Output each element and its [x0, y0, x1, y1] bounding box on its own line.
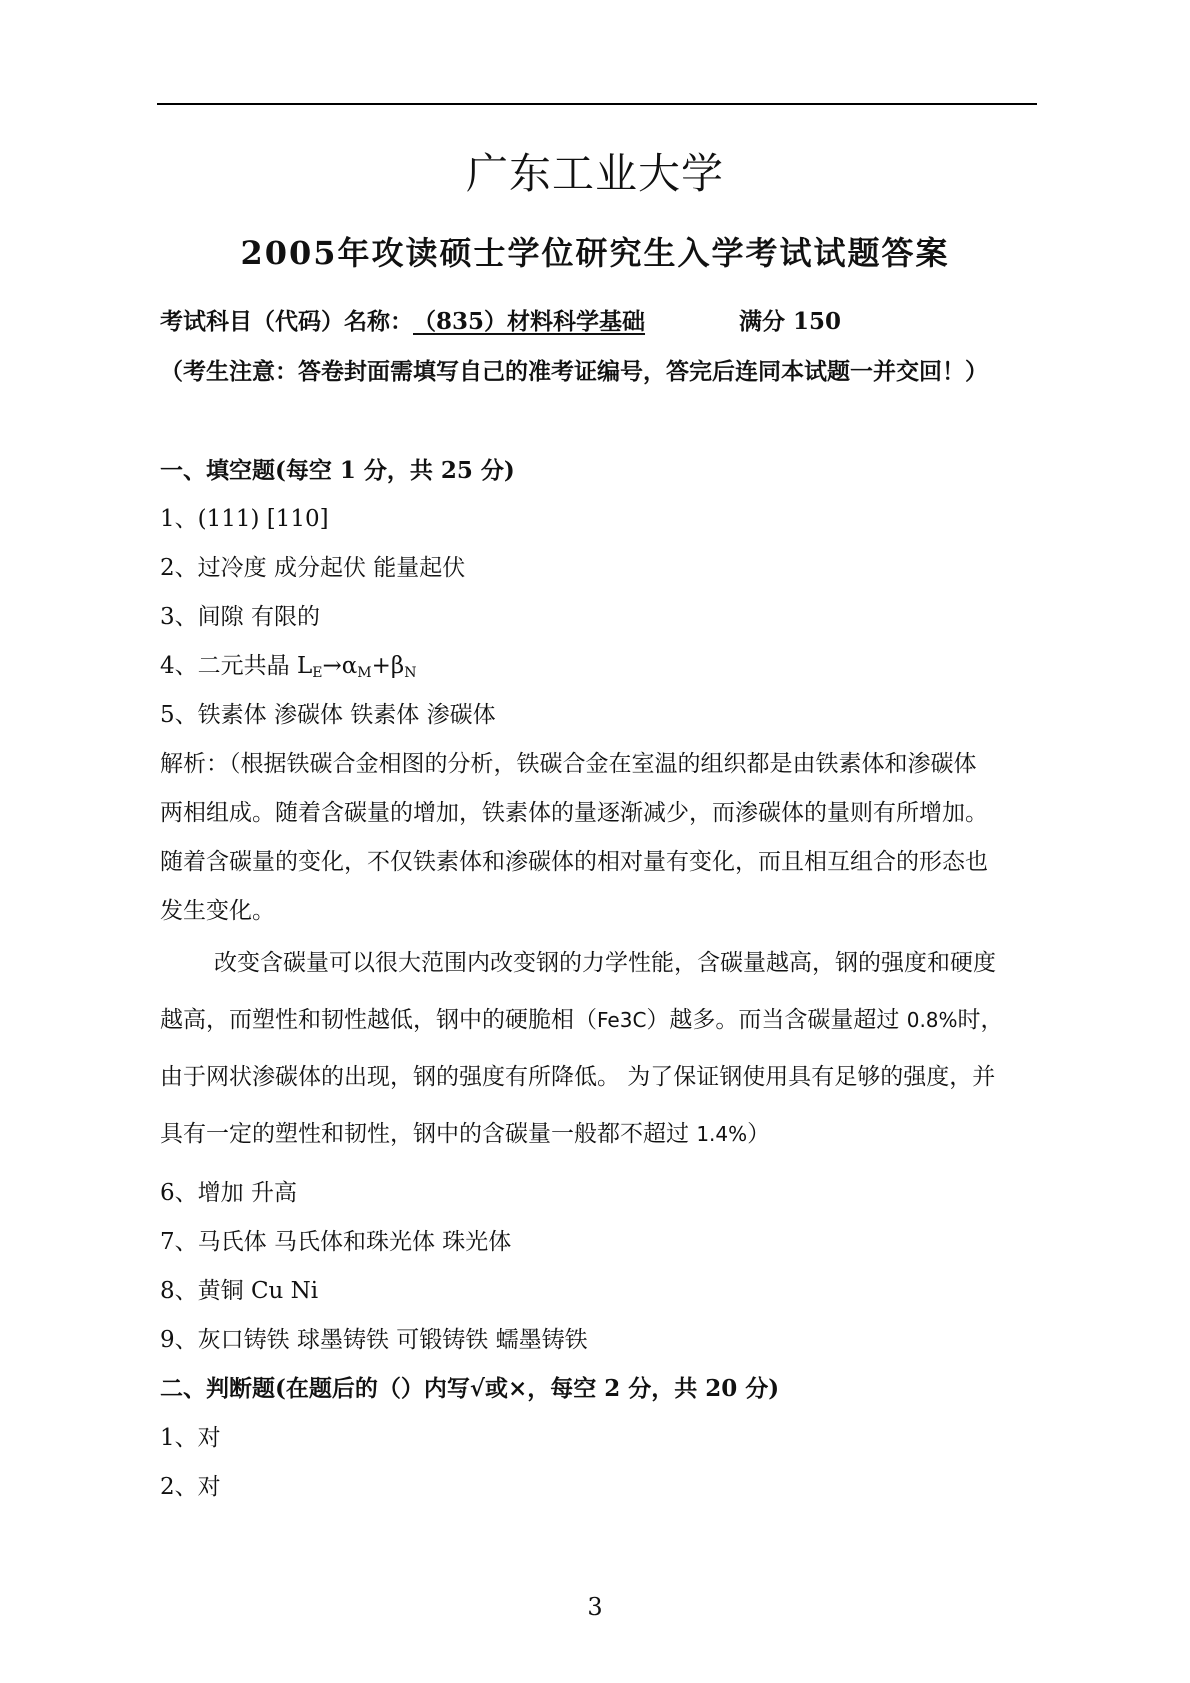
answer-1-5: 5、铁素体 渗碳体 铁素体 渗碳体: [160, 702, 496, 728]
carbon-max: 1.4%: [696, 1122, 748, 1146]
analysis-p2-line2-mid: ）越多。而当含碳量超过: [646, 1007, 907, 1033]
page-number: 3: [587, 1593, 603, 1621]
answer-1-2: 2、过冷度 成分起伏 能量起伏: [160, 555, 466, 581]
answer-1-8: 8、黄铜 Cu Ni: [160, 1278, 319, 1304]
arrow-alpha: →α: [322, 653, 358, 679]
answer-1-9: 9、灰口铸铁 球墨铸铁 可锻铸铁 蠕墨铸铁: [160, 1327, 588, 1353]
answer-1-4: [160, 649, 416, 690]
plus-beta: +β: [371, 653, 405, 679]
analysis-p2-line2: [160, 1003, 1004, 1037]
answer-1-1: 1、(111) [110]: [160, 506, 329, 532]
analysis-p1-line1: 解析：（根据铁碳合金相图的分析，铁碳合金在室温的组织都是由铁素体和渗碳体: [160, 751, 977, 777]
analysis-p2-line2-text: 越高，而塑性和韧性越低，钢中的硬脆相（: [160, 1007, 597, 1033]
analysis-p2-line2-end: 时，: [957, 1007, 1004, 1033]
formula-fe3c: Fe3C: [597, 1008, 647, 1032]
answer-2-1: 1、对: [160, 1425, 221, 1451]
section2-heading: 二、判断题(在题后的（）内写√或×，每空 2 分，共 20 分): [160, 1375, 780, 1402]
carbon-threshold: 0.8%: [906, 1008, 958, 1032]
exam-title: 2005年攻读硕士学位研究生入学考试试题答案: [240, 234, 950, 272]
analysis-p2-line4-end: ）: [747, 1121, 771, 1147]
header-rule: [157, 103, 1037, 105]
subject-label: 考试科目（代码）名称：: [160, 308, 413, 335]
answer-1-7: 7、马氏体 马氏体和珠光体 珠光体: [160, 1229, 512, 1255]
analysis-p2-line3: 由于网状渗碳体的出现，钢的强度有所降低。 为了保证钢使用具有足够的强度，并: [160, 1064, 996, 1090]
subscript-m: M: [357, 665, 372, 681]
answer-1-3: 3、间隙 有限的: [160, 604, 320, 630]
analysis-p2-line1: 改变含碳量可以很大范围内改变钢的力学性能，含碳量越高，钢的强度和硬度: [214, 950, 996, 976]
answer-1-6: 6、增加 升高: [160, 1180, 297, 1206]
university-title: 广东工业大学: [465, 149, 724, 198]
answer-2-2: 2、对: [160, 1474, 221, 1500]
analysis-p1-line3: 随着含碳量的变化，不仅铁素体和渗碳体的相对量有变化，而且相互组合的形态也: [160, 849, 988, 875]
subscript-n: N: [404, 665, 417, 681]
analysis-p1-line4: 发生变化。: [160, 898, 275, 924]
answer-1-4-text: 4、二元共晶 L: [160, 653, 313, 679]
full-score: 满分 150: [739, 308, 842, 335]
exam-notice: （考生注意：答卷封面需填写自己的准考证编号，答完后连同本试题一并交回！）: [160, 358, 988, 385]
analysis-p1-line2: 两相组成。随着含碳量的增加，铁素体的量逐渐减少，而渗碳体的量则有所增加。: [160, 800, 988, 826]
subscript-e: E: [312, 665, 323, 681]
subject-value: （835）材料科学基础: [413, 308, 646, 335]
analysis-p2-line4-text: 具有一定的塑性和韧性，钢中的含碳量一般都不超过: [160, 1121, 697, 1147]
section1-heading: 一、填空题(每空 1 分，共 25 分): [160, 457, 515, 484]
subject-line: [160, 305, 841, 339]
analysis-p2-line4: [160, 1117, 770, 1151]
